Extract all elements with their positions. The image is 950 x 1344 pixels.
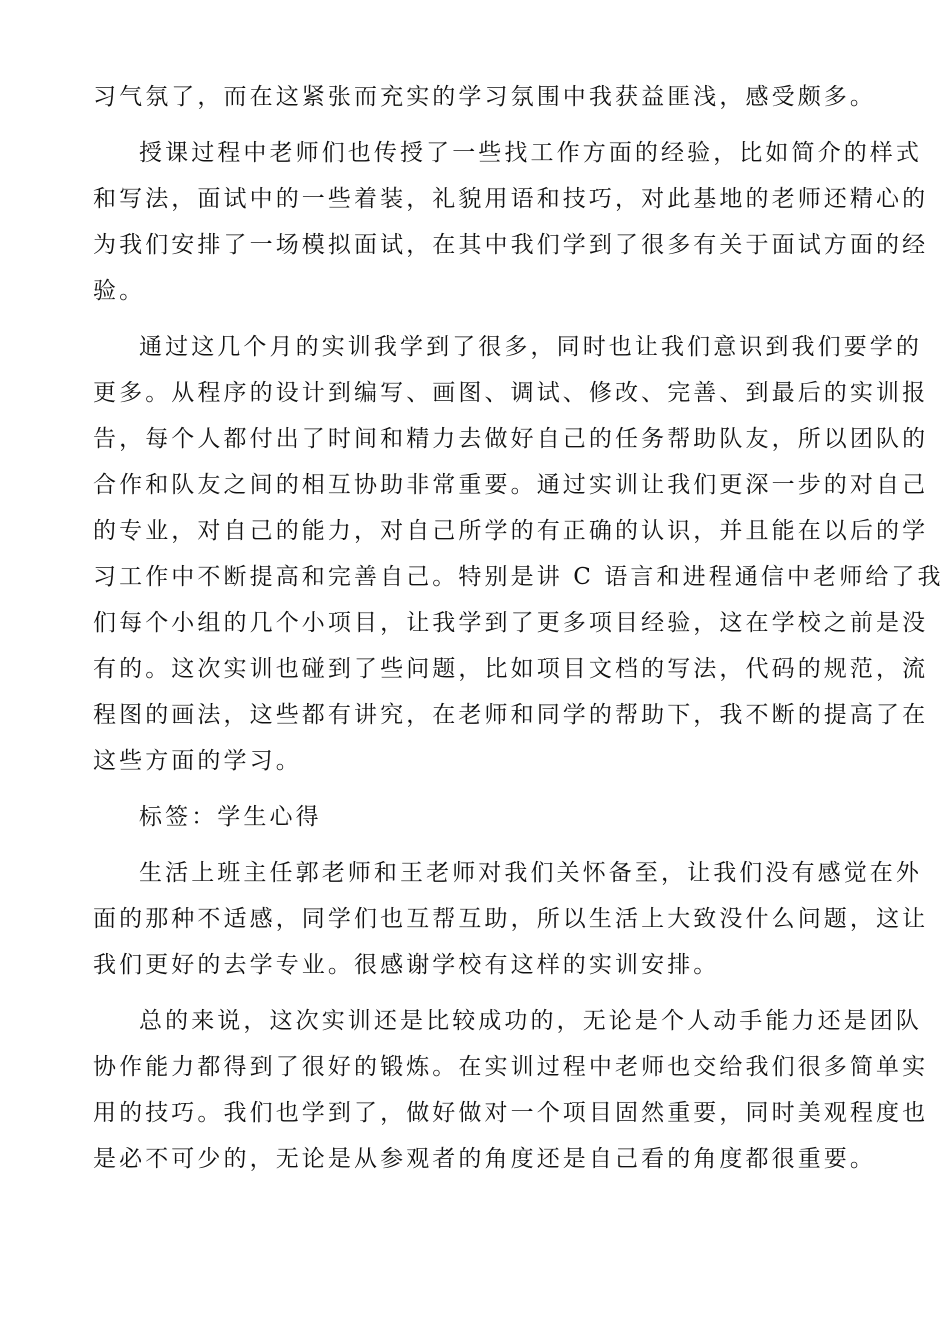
- text-line: 我们更好的去学专业。很感谢学校有这样的实训安排。: [93, 952, 720, 978]
- text-line: 和写法，面试中的一些着装，礼貌用语和技巧，对此基地的老师还精心的: [93, 186, 929, 212]
- tag-paragraph: [93, 794, 857, 840]
- text-line: 是必不可少的，无论是从参观者的角度还是自己看的角度都很重要。: [93, 1146, 876, 1172]
- text-line: 验。: [93, 278, 146, 304]
- tag-line: 标签：学生心得: [139, 804, 322, 830]
- text-line: 们每个小组的几个小项目，让我学到了更多项目经验，这在学校之前是没: [93, 610, 929, 636]
- text-line: 用的技巧。我们也学到了，做好做对一个项目固然重要，同时美观程度也: [93, 1100, 929, 1126]
- text-line: 有的。这次实训也碰到了些问题，比如项目文档的写法，代码的规范，流: [93, 656, 929, 682]
- text-line: 协作能力都得到了很好的锻炼。在实训过程中老师也交给我们很多简单实: [93, 1054, 929, 1080]
- text-line: 通过这几个月的实训我学到了很多，同时也让我们意识到我们要学的: [139, 334, 922, 360]
- paragraph: [93, 998, 929, 1182]
- text-line: 更多。从程序的设计到编写、画图、调试、修改、完善、到最后的实训报: [93, 380, 929, 406]
- text-line: 面的那种不适感，同学们也互帮互助，所以生活上大致没什么问题，这让: [93, 906, 929, 932]
- text-line: 授课过程中老师们也传授了一些找工作方面的经验，比如简介的样式: [139, 140, 922, 166]
- document-body: [93, 74, 944, 1182]
- text-line: 告，每个人都付出了时间和精力去做好自己的任务帮助队友，所以团队的: [93, 426, 929, 452]
- paragraph: [93, 74, 876, 120]
- text-line: 这些方面的学习。: [93, 748, 302, 774]
- paragraph: [93, 130, 929, 314]
- text-line: 生活上班主任郭老师和王老师对我们关怀备至，让我们没有感觉在外: [139, 860, 922, 886]
- paragraph: [93, 324, 944, 784]
- text-line: 程图的画法，这些都有讲究，在老师和同学的帮助下，我不断的提高了在: [93, 702, 929, 728]
- text-line: 合作和队友之间的相互协助非常重要。通过实训让我们更深一步的对自己: [93, 472, 929, 498]
- paragraph: [93, 850, 929, 988]
- text-line: 为我们安排了一场模拟面试，在其中我们学到了很多有关于面试方面的经: [93, 232, 929, 258]
- text-line: 习工作中不断提高和完善自己。特别是讲 C 语言和进程通信中老师给了我: [93, 564, 944, 590]
- text-line: 的专业，对自己的能力，对自己所学的有正确的认识，并且能在以后的学: [93, 518, 929, 544]
- text-line: 总的来说，这次实训还是比较成功的，无论是个人动手能力还是团队: [139, 1008, 922, 1034]
- text-line: 习气氛了，而在这紧张而充实的学习氛围中我获益匪浅，感受颇多。: [93, 84, 876, 110]
